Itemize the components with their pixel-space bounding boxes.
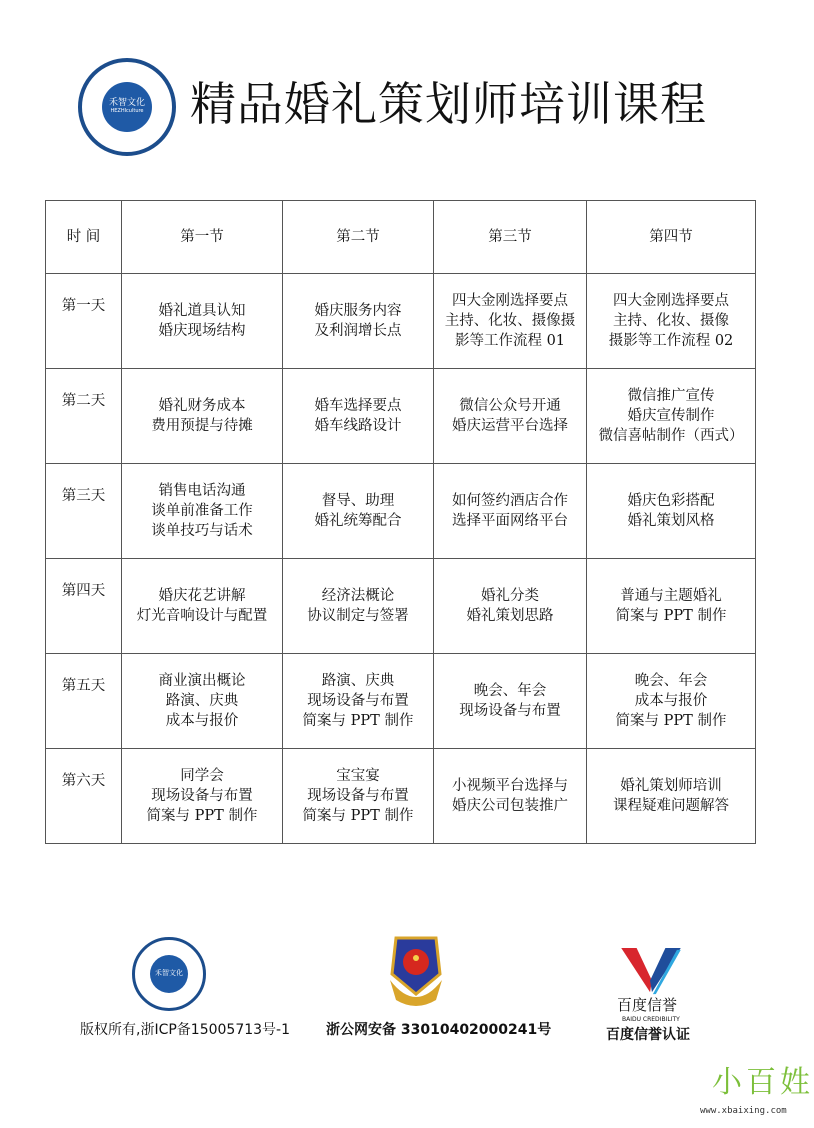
course-line: 及利润增长点 [314, 323, 402, 339]
course-cell [586, 748, 756, 844]
course-line: 同学会 [180, 768, 224, 784]
course-line: 婚礼策划师培训 [620, 778, 722, 794]
course-line: 路演、庆典 [321, 673, 395, 689]
baidu-credibility-icon [620, 948, 682, 996]
watermark-logo: 小百姓 [712, 1065, 814, 1100]
course-line: 婚庆宣传制作 [627, 408, 715, 424]
day-label: 第二天 [45, 368, 122, 464]
course-line: 简案与 PPT 制作 [615, 713, 727, 729]
course-line: 小视频平台选择与 [452, 778, 568, 794]
logo-sub: HEZHIculture [110, 108, 144, 115]
course-cell [282, 558, 434, 654]
course-line: 如何签约酒店合作 [452, 493, 568, 509]
course-cell [586, 463, 756, 559]
course-cell [433, 653, 587, 749]
course-line: 婚礼道具认知 [158, 303, 246, 319]
course-cell [586, 273, 756, 369]
course-line: 简案与 PPT 制作 [302, 713, 414, 729]
course-cell [433, 368, 587, 464]
course-line: 婚庆公司包装推广 [452, 798, 568, 814]
course-line: 销售电话沟通 [158, 483, 246, 499]
course-cell [121, 748, 283, 844]
course-line: 宝宝宴 [336, 768, 380, 784]
course-line: 经济法概论 [321, 588, 395, 604]
course-line: 课程疑难问题解答 [613, 798, 729, 814]
course-line: 晚会、年会 [634, 673, 708, 689]
course-line: 商业演出概论 [158, 673, 246, 689]
baidu-logo-text: 百度信誉 [617, 996, 678, 1014]
course-line: 四大金刚选择要点 [452, 293, 568, 309]
course-cell [121, 273, 283, 369]
course-line: 成本与报价 [634, 693, 708, 709]
column-header: 第三节 [433, 200, 587, 274]
course-cell [586, 558, 756, 654]
course-cell [282, 368, 434, 464]
course-line: 微信公众号开通 [459, 398, 561, 414]
column-header: 第四节 [586, 200, 756, 274]
course-line: 费用预提与待摊 [151, 418, 253, 434]
course-line: 婚庆服务内容 [314, 303, 402, 319]
course-cell [282, 748, 434, 844]
course-line: 婚礼策划思路 [466, 608, 554, 624]
course-line: 婚车选择要点 [314, 398, 402, 414]
course-line: 婚庆现场结构 [158, 323, 246, 339]
course-line: 现场设备与布置 [459, 703, 561, 719]
day-label: 第一天 [45, 273, 122, 369]
baidu-sub-text: BAIDU CREDIBILITY [622, 1016, 680, 1023]
course-cell [433, 273, 587, 369]
course-line: 成本与报价 [165, 713, 239, 729]
course-line: 谈单技巧与话术 [151, 523, 253, 539]
course-line: 简案与 PPT 制作 [615, 608, 727, 624]
course-line: 摄影等工作流程 02 [608, 333, 734, 349]
police-record-text: 浙公网安备 33010402000241号 [326, 1022, 552, 1038]
logo-text: 禾智文化 [154, 969, 183, 978]
course-line: 简案与 PPT 制作 [302, 808, 414, 824]
course-line: 普通与主题婚礼 [620, 588, 722, 604]
course-cell [121, 558, 283, 654]
course-line: 婚车线路设计 [314, 418, 402, 434]
course-line: 灯光音响设计与配置 [136, 608, 268, 624]
course-cell [433, 748, 587, 844]
course-line: 现场设备与布置 [307, 693, 409, 709]
course-line: 协议制定与签署 [307, 608, 409, 624]
course-cell [433, 558, 587, 654]
police-badge-icon [386, 934, 446, 1010]
course-cell [282, 463, 434, 559]
course-line: 主持、化妆、摄像摄 [444, 313, 576, 329]
course-line: 谈单前准备工作 [151, 503, 253, 519]
course-cell [586, 653, 756, 749]
course-cell [586, 368, 756, 464]
column-header: 第一节 [121, 200, 283, 274]
course-cell [121, 653, 283, 749]
course-line: 婚庆花艺讲解 [158, 588, 246, 604]
day-label: 第五天 [45, 653, 122, 749]
logo-text: 禾智文化 [108, 98, 145, 109]
course-line: 主持、化妆、摄像 [613, 313, 729, 329]
baidu-label: 百度信誉认证 [606, 1027, 690, 1043]
page-title: 精品婚礼策划师培训课程 [190, 77, 707, 131]
watermark-url: www.xbaixing.com [700, 1106, 787, 1116]
course-line: 督导、助理 [321, 493, 395, 509]
course-line: 简案与 PPT 制作 [146, 808, 258, 824]
course-line: 路演、庆典 [165, 693, 239, 709]
course-line: 婚礼财务成本 [158, 398, 246, 414]
course-line: 婚庆色彩搭配 [627, 493, 715, 509]
course-line: 影等工作流程 01 [454, 333, 566, 349]
course-line: 微信喜帖制作（西式） [598, 428, 744, 444]
course-line: 婚礼分类 [481, 588, 539, 604]
course-line: 现场设备与布置 [307, 788, 409, 804]
course-line: 婚礼统筹配合 [314, 513, 402, 529]
course-line: 选择平面网络平台 [452, 513, 568, 529]
footer-company-logo [132, 937, 206, 1011]
course-line: 晚会、年会 [473, 683, 547, 699]
day-label: 第三天 [45, 463, 122, 559]
course-cell [282, 273, 434, 369]
day-label: 第四天 [45, 558, 122, 654]
copyright-text: 版权所有,浙ICP备15005713号-1 [80, 1022, 291, 1038]
course-cell [282, 653, 434, 749]
course-line: 微信推广宣传 [627, 388, 715, 404]
course-line: 婚庆运营平台选择 [452, 418, 568, 434]
course-line: 婚礼策划风格 [627, 513, 715, 529]
course-line: 现场设备与布置 [151, 788, 253, 804]
column-header: 第二节 [282, 200, 434, 274]
course-cell [433, 463, 587, 559]
day-label: 第六天 [45, 748, 122, 844]
column-header: 时 间 [45, 200, 122, 274]
course-cell [121, 463, 283, 559]
course-line: 四大金刚选择要点 [613, 293, 729, 309]
course-cell [121, 368, 283, 464]
